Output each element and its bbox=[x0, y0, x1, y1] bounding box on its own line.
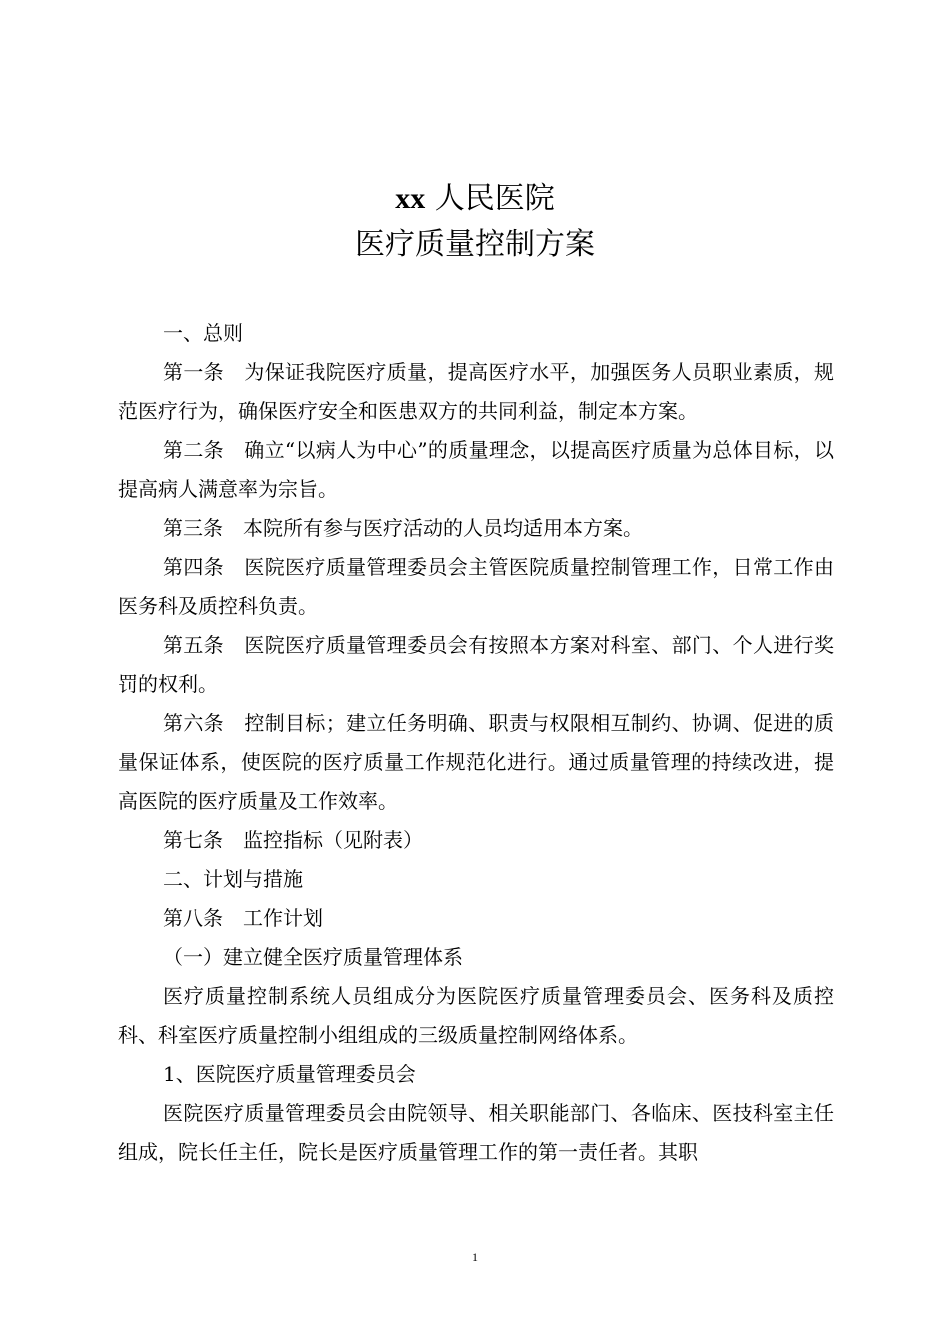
article-1: 第一条 为保证我院医疗质量，提高医疗水平，加强医务人员职业素质，规范医疗行为，确保医疗安全和医患双方的共同利益，制定本方案。 bbox=[118, 360, 834, 423]
article-5: 第五条 医院医疗质量管理委员会有按照本方案对科室、部门、个人进行奖罚的权利。 bbox=[118, 633, 834, 696]
document-title bbox=[0, 176, 950, 268]
title-hospital-name: 人民医院 bbox=[434, 181, 555, 216]
title-prefix: xx bbox=[395, 182, 426, 215]
section-heading-plan: 二、计划与措施 bbox=[163, 867, 303, 891]
title-line-plan: 医疗质量控制方案 bbox=[355, 227, 595, 262]
article-4: 第四条 医院医疗质量管理委员会主管医院质量控制管理工作，日常工作由医务科及质控科负责。 bbox=[118, 555, 834, 618]
article-2: 第二条 确立“以病人为中心”的质量理念，以提高医疗质量为总体目标，以提高病人满意率为宗旨。 bbox=[118, 438, 834, 501]
section-heading-general: 一、总则 bbox=[163, 321, 243, 345]
paragraph-committee: 医院医疗质量管理委员会由院领导、相关职能部门、各临床、医技科室主任组成，院长任主任，院长是医疗质量管理工作的第一责任者。其职 bbox=[118, 1101, 834, 1164]
article-7: 第七条 监控指标（见附表） bbox=[163, 828, 423, 852]
page-number: 1 bbox=[472, 1250, 478, 1264]
title-line-hospital bbox=[0, 176, 950, 222]
paragraph-system-composition: 医疗质量控制系统人员组成分为医院医疗质量管理委员会、医务科及质控科、科室医疗质量控制小组组成的三级质量控制网络体系。 bbox=[118, 984, 834, 1047]
article-6: 第六条 控制目标；建立任务明确、职责与权限相互制约、协调、促进的质量保证体系，使医院的医疗质量工作规范化进行。通过质量管理的持续改进，提高医院的医疗质量及工作效率。 bbox=[118, 711, 834, 813]
subsection-heading-1: （一）建立健全医疗质量管理体系 bbox=[163, 945, 463, 969]
article-3: 第三条 本院所有参与医疗活动的人员均适用本方案。 bbox=[163, 516, 643, 540]
item-heading-committee: 1、医院医疗质量管理委员会 bbox=[163, 1062, 416, 1086]
document-body bbox=[118, 314, 834, 1172]
article-8: 第八条 工作计划 bbox=[163, 906, 323, 930]
